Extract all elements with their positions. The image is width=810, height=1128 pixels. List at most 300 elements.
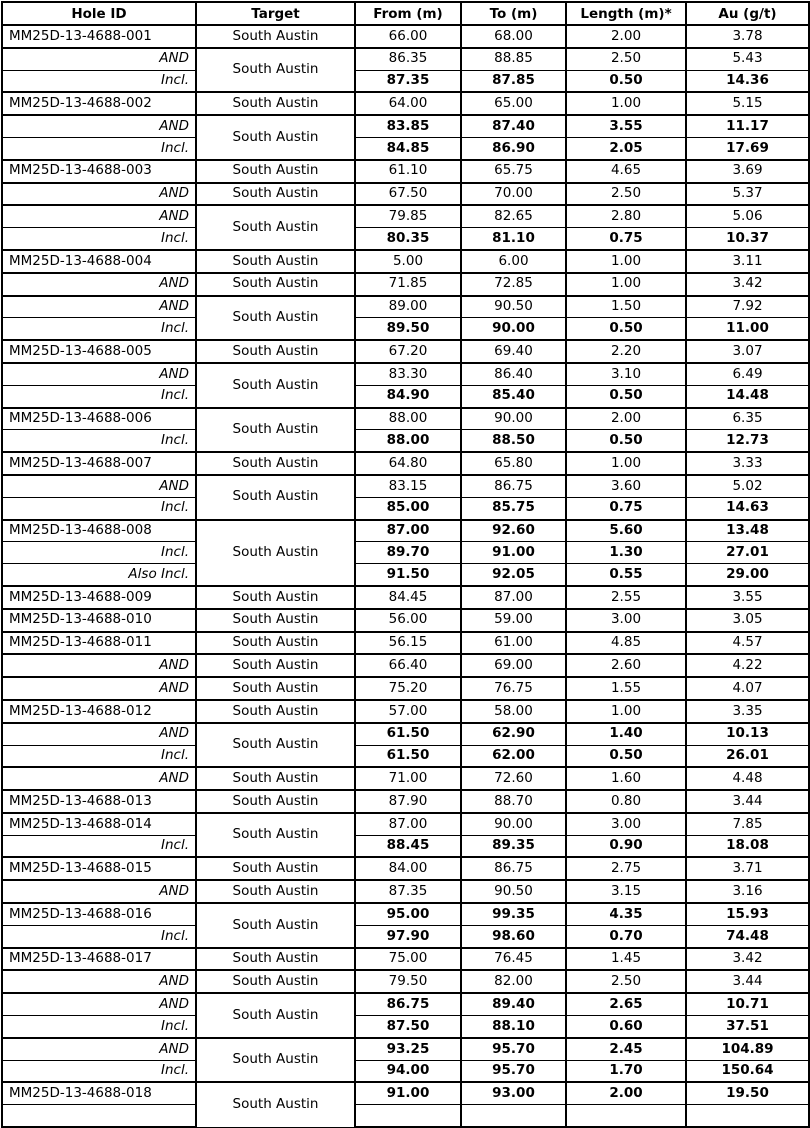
target-cell: South Austin: [196, 857, 355, 880]
table-row: [2, 1105, 809, 1127]
au-grade-cell: 104.89: [686, 1038, 809, 1060]
to-cell: 59.00: [461, 609, 566, 632]
table-row: [2, 137, 809, 159]
length-cell: 4.85: [566, 632, 686, 655]
interval-qualifier-cell: AND: [2, 993, 196, 1015]
to-cell: 86.75: [461, 857, 566, 880]
length-cell: 0.75: [566, 228, 686, 250]
target-cell: South Austin: [196, 183, 355, 206]
to-cell: 87.40: [461, 115, 566, 137]
au-grade-cell: 37.51: [686, 1016, 809, 1038]
interval-qualifier-cell: Incl.: [2, 430, 196, 452]
assay-table-viewport: [0, 1, 809, 1113]
to-cell: 95.70: [461, 1038, 566, 1060]
interval-qualifier-cell: Incl.: [2, 1016, 196, 1038]
length-cell: 4.35: [566, 903, 686, 925]
table-row: [2, 948, 809, 971]
au-grade-cell: 3.55: [686, 586, 809, 609]
target-cell: South Austin: [196, 948, 355, 971]
au-grade-cell: 3.44: [686, 970, 809, 993]
length-cell: 1.00: [566, 700, 686, 723]
target-cell: South Austin: [196, 609, 355, 632]
length-cell: 1.50: [566, 296, 686, 318]
table-row: [2, 609, 809, 632]
target-cell: South Austin: [196, 880, 355, 903]
hole-id-cell: MM25D-13-4688-017: [2, 948, 196, 971]
table-header-row: [2, 2, 809, 25]
to-cell: 92.05: [461, 564, 566, 586]
from-cell: 71.85: [355, 273, 461, 296]
to-cell: 98.60: [461, 925, 566, 947]
table-row: [2, 564, 809, 586]
table-row: [2, 273, 809, 296]
hole-id-cell: MM25D-13-4688-008: [2, 520, 196, 542]
column-header-length: Length (m)*: [566, 2, 686, 25]
to-cell: 6.00: [461, 250, 566, 273]
column-header-hole-id: Hole ID: [2, 2, 196, 25]
to-cell: 65.00: [461, 92, 566, 115]
length-cell: 2.55: [566, 586, 686, 609]
length-cell: 2.05: [566, 137, 686, 159]
from-cell: 88.45: [355, 835, 461, 857]
au-grade-cell: 14.63: [686, 497, 809, 519]
to-cell: 89.35: [461, 835, 566, 857]
au-grade-cell: 3.35: [686, 700, 809, 723]
length-cell: 1.55: [566, 677, 686, 700]
from-cell: 5.00: [355, 250, 461, 273]
target-cell: South Austin: [196, 363, 355, 408]
hole-id-cell: MM25D-13-4688-001: [2, 25, 196, 48]
length-cell: 0.60: [566, 1016, 686, 1038]
length-cell: 2.50: [566, 970, 686, 993]
target-cell: South Austin: [196, 723, 355, 768]
from-cell: 66.40: [355, 654, 461, 677]
hole-id-cell: MM25D-13-4688-016: [2, 903, 196, 925]
from-cell: 64.00: [355, 92, 461, 115]
length-cell: 5.60: [566, 520, 686, 542]
length-cell: 2.75: [566, 857, 686, 880]
interval-qualifier-cell: Also Incl.: [2, 564, 196, 586]
table-row: [2, 993, 809, 1015]
length-cell: 2.00: [566, 25, 686, 48]
au-grade-cell: 4.48: [686, 767, 809, 790]
to-cell: [461, 1105, 566, 1127]
to-cell: 90.00: [461, 813, 566, 835]
interval-qualifier-cell: AND: [2, 48, 196, 70]
interval-qualifier-cell: [2, 1105, 196, 1127]
hole-id-cell: MM25D-13-4688-007: [2, 452, 196, 475]
from-cell: 84.90: [355, 385, 461, 407]
length-cell: 0.50: [566, 70, 686, 92]
au-grade-cell: 18.08: [686, 835, 809, 857]
length-cell: 3.60: [566, 475, 686, 497]
to-cell: 90.00: [461, 318, 566, 340]
au-grade-cell: 3.16: [686, 880, 809, 903]
interval-qualifier-cell: AND: [2, 363, 196, 385]
target-cell: South Austin: [196, 296, 355, 341]
to-cell: 86.40: [461, 363, 566, 385]
interval-qualifier-cell: Incl.: [2, 745, 196, 767]
table-row: [2, 880, 809, 903]
to-cell: 65.75: [461, 160, 566, 183]
table-row: [2, 25, 809, 48]
to-cell: 85.40: [461, 385, 566, 407]
table-row: [2, 48, 809, 70]
hole-id-cell: MM25D-13-4688-006: [2, 408, 196, 430]
table-row: [2, 790, 809, 813]
interval-qualifier-cell: AND: [2, 115, 196, 137]
target-cell: South Austin: [196, 452, 355, 475]
hole-id-cell: MM25D-13-4688-003: [2, 160, 196, 183]
to-cell: 85.75: [461, 497, 566, 519]
au-grade-cell: 26.01: [686, 745, 809, 767]
au-grade-cell: 14.36: [686, 70, 809, 92]
au-grade-cell: 6.49: [686, 363, 809, 385]
interval-qualifier-cell: AND: [2, 880, 196, 903]
to-cell: 70.00: [461, 183, 566, 206]
to-cell: 88.85: [461, 48, 566, 70]
au-grade-cell: 11.17: [686, 115, 809, 137]
from-cell: 86.75: [355, 993, 461, 1015]
au-grade-cell: 15.93: [686, 903, 809, 925]
from-cell: 56.00: [355, 609, 461, 632]
interval-qualifier-cell: AND: [2, 654, 196, 677]
interval-qualifier-cell: Incl.: [2, 228, 196, 250]
hole-id-cell: MM25D-13-4688-015: [2, 857, 196, 880]
target-cell: South Austin: [196, 160, 355, 183]
to-cell: 82.65: [461, 205, 566, 227]
from-cell: 88.00: [355, 430, 461, 452]
hole-id-cell: MM25D-13-4688-018: [2, 1082, 196, 1104]
to-cell: 76.75: [461, 677, 566, 700]
table-row: [2, 115, 809, 137]
length-cell: 4.65: [566, 160, 686, 183]
hole-id-cell: MM25D-13-4688-010: [2, 609, 196, 632]
au-grade-cell: 3.44: [686, 790, 809, 813]
table-row: [2, 632, 809, 655]
interval-qualifier-cell: Incl.: [2, 497, 196, 519]
to-cell: 65.80: [461, 452, 566, 475]
interval-qualifier-cell: Incl.: [2, 542, 196, 564]
from-cell: 86.35: [355, 48, 461, 70]
table-row: [2, 475, 809, 497]
au-grade-cell: 27.01: [686, 542, 809, 564]
interval-qualifier-cell: AND: [2, 723, 196, 745]
from-cell: 91.00: [355, 1082, 461, 1104]
length-cell: 0.75: [566, 497, 686, 519]
interval-qualifier-cell: AND: [2, 296, 196, 318]
target-cell: South Austin: [196, 903, 355, 948]
length-cell: [566, 1105, 686, 1127]
au-grade-cell: 3.69: [686, 160, 809, 183]
hole-id-cell: MM25D-13-4688-013: [2, 790, 196, 813]
to-cell: 88.50: [461, 430, 566, 452]
table-row: [2, 363, 809, 385]
table-row: [2, 1060, 809, 1082]
target-cell: South Austin: [196, 25, 355, 48]
from-cell: 61.50: [355, 723, 461, 745]
table-row: [2, 654, 809, 677]
from-cell: 88.00: [355, 408, 461, 430]
target-cell: South Austin: [196, 520, 355, 586]
from-cell: [355, 1105, 461, 1127]
from-cell: 67.50: [355, 183, 461, 206]
au-grade-cell: 7.85: [686, 813, 809, 835]
au-grade-cell: 5.15: [686, 92, 809, 115]
length-cell: 2.80: [566, 205, 686, 227]
drill-assay-results-table: [1, 1, 810, 1128]
interval-qualifier-cell: Incl.: [2, 1060, 196, 1082]
interval-qualifier-cell: AND: [2, 677, 196, 700]
to-cell: 99.35: [461, 903, 566, 925]
table-row: [2, 520, 809, 542]
table-row: [2, 677, 809, 700]
from-cell: 87.35: [355, 880, 461, 903]
table-row: [2, 452, 809, 475]
au-grade-cell: 14.48: [686, 385, 809, 407]
au-grade-cell: 74.48: [686, 925, 809, 947]
hole-id-cell: MM25D-13-4688-014: [2, 813, 196, 835]
from-cell: 57.00: [355, 700, 461, 723]
au-grade-cell: 5.43: [686, 48, 809, 70]
hole-id-cell: MM25D-13-4688-012: [2, 700, 196, 723]
to-cell: 90.50: [461, 880, 566, 903]
from-cell: 61.50: [355, 745, 461, 767]
from-cell: 91.50: [355, 564, 461, 586]
au-grade-cell: 13.48: [686, 520, 809, 542]
length-cell: 0.90: [566, 835, 686, 857]
table-row: [2, 408, 809, 430]
length-cell: 0.80: [566, 790, 686, 813]
table-row: [2, 1082, 809, 1104]
to-cell: 88.10: [461, 1016, 566, 1038]
au-grade-cell: 12.73: [686, 430, 809, 452]
from-cell: 95.00: [355, 903, 461, 925]
target-cell: South Austin: [196, 273, 355, 296]
hole-id-cell: MM25D-13-4688-009: [2, 586, 196, 609]
table-row: [2, 767, 809, 790]
table-row: [2, 160, 809, 183]
to-cell: 95.70: [461, 1060, 566, 1082]
to-cell: 69.00: [461, 654, 566, 677]
table-row: [2, 70, 809, 92]
target-cell: South Austin: [196, 48, 355, 93]
from-cell: 64.80: [355, 452, 461, 475]
to-cell: 86.75: [461, 475, 566, 497]
target-cell: South Austin: [196, 250, 355, 273]
table-row: [2, 250, 809, 273]
length-cell: 2.20: [566, 340, 686, 363]
column-header-from: From (m): [355, 2, 461, 25]
from-cell: 84.00: [355, 857, 461, 880]
to-cell: 61.00: [461, 632, 566, 655]
au-grade-cell: 11.00: [686, 318, 809, 340]
from-cell: 83.15: [355, 475, 461, 497]
au-grade-cell: 3.05: [686, 609, 809, 632]
from-cell: 94.00: [355, 1060, 461, 1082]
target-cell: South Austin: [196, 1038, 355, 1083]
table-row: [2, 385, 809, 407]
target-cell: South Austin: [196, 654, 355, 677]
table-row: [2, 903, 809, 925]
from-cell: 56.15: [355, 632, 461, 655]
hole-id-cell: MM25D-13-4688-004: [2, 250, 196, 273]
to-cell: 72.60: [461, 767, 566, 790]
length-cell: 0.55: [566, 564, 686, 586]
to-cell: 93.00: [461, 1082, 566, 1104]
to-cell: 90.00: [461, 408, 566, 430]
column-header-au-grade: Au (g/t): [686, 2, 809, 25]
from-cell: 75.20: [355, 677, 461, 700]
target-cell: South Austin: [196, 767, 355, 790]
table-row: [2, 318, 809, 340]
to-cell: 62.90: [461, 723, 566, 745]
au-grade-cell: 150.64: [686, 1060, 809, 1082]
target-cell: South Austin: [196, 677, 355, 700]
interval-qualifier-cell: AND: [2, 273, 196, 296]
interval-qualifier-cell: Incl.: [2, 385, 196, 407]
hole-id-cell: MM25D-13-4688-002: [2, 92, 196, 115]
table-row: [2, 723, 809, 745]
au-grade-cell: 10.71: [686, 993, 809, 1015]
table-body: [2, 25, 809, 1127]
from-cell: 93.25: [355, 1038, 461, 1060]
target-cell: South Austin: [196, 993, 355, 1038]
to-cell: 87.00: [461, 586, 566, 609]
table-row: [2, 1038, 809, 1060]
table-row: [2, 542, 809, 564]
table-row: [2, 340, 809, 363]
au-grade-cell: 5.37: [686, 183, 809, 206]
interval-qualifier-cell: AND: [2, 1038, 196, 1060]
table-row: [2, 700, 809, 723]
table-row: [2, 430, 809, 452]
au-grade-cell: 3.07: [686, 340, 809, 363]
target-cell: South Austin: [196, 700, 355, 723]
table-row: [2, 835, 809, 857]
length-cell: 3.00: [566, 609, 686, 632]
target-cell: South Austin: [196, 586, 355, 609]
target-cell: South Austin: [196, 632, 355, 655]
length-cell: 0.50: [566, 318, 686, 340]
interval-qualifier-cell: Incl.: [2, 70, 196, 92]
from-cell: 85.00: [355, 497, 461, 519]
to-cell: 90.50: [461, 296, 566, 318]
target-cell: South Austin: [196, 970, 355, 993]
au-grade-cell: 3.33: [686, 452, 809, 475]
length-cell: 2.00: [566, 408, 686, 430]
table-row: [2, 497, 809, 519]
from-cell: 97.90: [355, 925, 461, 947]
from-cell: 75.00: [355, 948, 461, 971]
table-row: [2, 228, 809, 250]
from-cell: 67.20: [355, 340, 461, 363]
au-grade-cell: 6.35: [686, 408, 809, 430]
interval-qualifier-cell: AND: [2, 475, 196, 497]
length-cell: 2.50: [566, 183, 686, 206]
column-header-target: Target: [196, 2, 355, 25]
au-grade-cell: 3.42: [686, 273, 809, 296]
to-cell: 92.60: [461, 520, 566, 542]
from-cell: 71.00: [355, 767, 461, 790]
length-cell: 1.40: [566, 723, 686, 745]
au-grade-cell: 10.13: [686, 723, 809, 745]
au-grade-cell: 17.69: [686, 137, 809, 159]
from-cell: 87.00: [355, 813, 461, 835]
interval-qualifier-cell: AND: [2, 183, 196, 206]
from-cell: 79.50: [355, 970, 461, 993]
length-cell: 1.70: [566, 1060, 686, 1082]
au-grade-cell: 10.37: [686, 228, 809, 250]
au-grade-cell: 3.42: [686, 948, 809, 971]
table-row: [2, 857, 809, 880]
to-cell: 87.85: [461, 70, 566, 92]
length-cell: 2.60: [566, 654, 686, 677]
length-cell: 3.15: [566, 880, 686, 903]
to-cell: 86.90: [461, 137, 566, 159]
to-cell: 62.00: [461, 745, 566, 767]
length-cell: 1.45: [566, 948, 686, 971]
au-grade-cell: 3.71: [686, 857, 809, 880]
interval-qualifier-cell: AND: [2, 205, 196, 227]
hole-id-cell: MM25D-13-4688-005: [2, 340, 196, 363]
interval-qualifier-cell: Incl.: [2, 318, 196, 340]
from-cell: 79.85: [355, 205, 461, 227]
to-cell: 58.00: [461, 700, 566, 723]
from-cell: 84.85: [355, 137, 461, 159]
from-cell: 80.35: [355, 228, 461, 250]
target-cell: South Austin: [196, 475, 355, 520]
au-grade-cell: 4.07: [686, 677, 809, 700]
from-cell: 87.00: [355, 520, 461, 542]
au-grade-cell: 5.06: [686, 205, 809, 227]
to-cell: 68.00: [461, 25, 566, 48]
from-cell: 61.10: [355, 160, 461, 183]
length-cell: 1.00: [566, 452, 686, 475]
target-cell: South Austin: [196, 408, 355, 453]
length-cell: 1.60: [566, 767, 686, 790]
length-cell: 0.50: [566, 745, 686, 767]
column-header-to: To (m): [461, 2, 566, 25]
target-cell: South Austin: [196, 92, 355, 115]
target-cell: South Austin: [196, 340, 355, 363]
to-cell: 69.40: [461, 340, 566, 363]
au-grade-cell: 3.78: [686, 25, 809, 48]
from-cell: 84.45: [355, 586, 461, 609]
target-cell: South Austin: [196, 1082, 355, 1127]
au-grade-cell: 5.02: [686, 475, 809, 497]
hole-id-cell: MM25D-13-4688-011: [2, 632, 196, 655]
target-cell: South Austin: [196, 813, 355, 858]
au-grade-cell: 4.22: [686, 654, 809, 677]
table-row: [2, 925, 809, 947]
length-cell: 0.50: [566, 385, 686, 407]
table-row: [2, 970, 809, 993]
to-cell: 82.00: [461, 970, 566, 993]
table-row: [2, 745, 809, 767]
length-cell: 2.50: [566, 48, 686, 70]
from-cell: 87.50: [355, 1016, 461, 1038]
table-row: [2, 586, 809, 609]
target-cell: South Austin: [196, 205, 355, 250]
length-cell: 1.30: [566, 542, 686, 564]
interval-qualifier-cell: AND: [2, 767, 196, 790]
table-row: [2, 1016, 809, 1038]
interval-qualifier-cell: Incl.: [2, 137, 196, 159]
from-cell: 89.50: [355, 318, 461, 340]
au-grade-cell: 4.57: [686, 632, 809, 655]
from-cell: 89.00: [355, 296, 461, 318]
